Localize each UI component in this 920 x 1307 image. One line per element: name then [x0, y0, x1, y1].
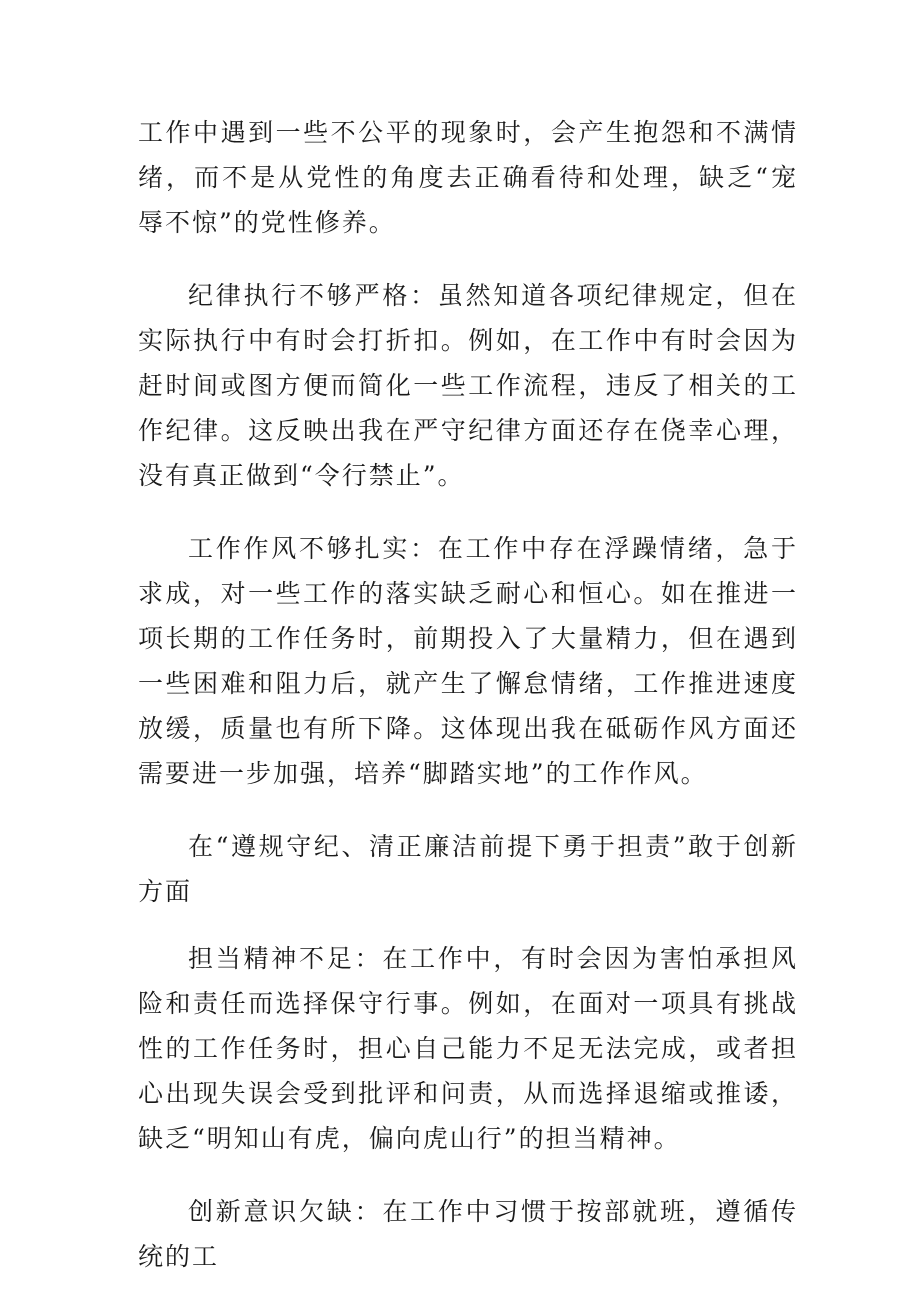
paragraph-discipline: 纪律执行不够严格：虽然知道各项纪律规定，但在实际执行中有时会打折扣。例如，在工作中有时会因为赶时间或图方便而简化一些工作流程，违反了相关的工作纪律。这反映出我在严守纪律方面还存在侥幸心理，没有真正做到“令行禁止”。 — [138, 281, 798, 490]
section-heading-responsibility: 在“遵规守纪、清正廉洁前提下勇于担责”敢于创新方面 — [138, 832, 798, 906]
paragraph-innovation: 创新意识欠缺：在工作中习惯于按部就班，遵循传统的工 — [138, 1197, 798, 1271]
document-body — [138, 110, 798, 1307]
paragraph-work-style: 工作作风不够扎实：在工作中存在浮躁情绪，急于求成，对一些工作的落实缺乏耐心和恒心。如在推进一项长期的工作任务时，前期投入了大量精力，但在遇到一些困难和阻力后，就产生了懈怠情绪，工作推进速度放缓，质量也有所下降。这体现出我在砥砺作风方面还需要进一步加强，培养“脚踏实地”的工作作风。 — [138, 534, 798, 788]
paragraph-responsibility: 担当精神不足：在工作中，有时会因为害怕承担风险和责任而选择保守行事。例如，在面对一项具有挑战性的工作任务时，担心自己能力不足无法完成，或者担心出现失误会受到批评和问责，从而选择退缩或推诿，缺乏“明知山有虎，偏向虎山行”的担当精神。 — [138, 944, 798, 1153]
paragraph-party-spirit: 工作中遇到一些不公平的现象时，会产生抱怨和不满情绪，而不是从党性的角度去正确看待和处理，缺乏“宠辱不惊”的党性修养。 — [138, 118, 798, 237]
